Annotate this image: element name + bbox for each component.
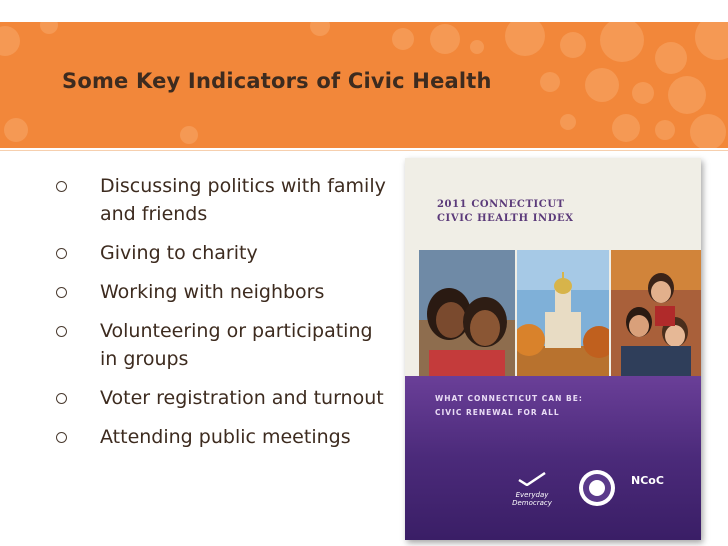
- list-item-text: Discussing politics with family and friends: [100, 175, 386, 225]
- cover-logos: [405, 468, 701, 528]
- list-item-text: Attending public meetings: [100, 426, 351, 448]
- list-item-text: Volunteering or participating in groups: [100, 320, 373, 370]
- list-item-text: Giving to charity: [100, 242, 258, 264]
- cover-tagline: [435, 392, 583, 420]
- list-item: [54, 423, 394, 451]
- capitol-photo: [517, 250, 609, 376]
- seal-icon: [577, 468, 617, 508]
- cover-heading-line1: 2011 CONNECTICUT: [437, 199, 565, 210]
- circle-bullet-icon: [56, 248, 67, 259]
- title-divider: [0, 150, 728, 151]
- checkmark-logo-icon: [517, 472, 547, 486]
- circle-bullet-icon: [56, 287, 67, 298]
- list-item: [54, 278, 394, 306]
- family-photo: [611, 250, 701, 376]
- list-item: [54, 172, 394, 228]
- list-item: [54, 239, 394, 267]
- cover-heading: [437, 198, 574, 226]
- circle-bullet-icon: [56, 393, 67, 404]
- report-cover-image: [405, 158, 701, 540]
- cover-tagline-line2: CIVIC RENEWAL FOR ALL: [435, 408, 560, 417]
- list-item: [54, 384, 394, 412]
- list-item-text: Voter registration and turnout: [100, 387, 384, 409]
- everyday-democracy-logo: [505, 472, 559, 507]
- cover-tagline-line1: WHAT CONNECTICUT CAN BE:: [435, 394, 583, 403]
- logo-label-line2: Democracy: [512, 499, 552, 507]
- ncoc-logo-text: NCoC: [631, 474, 664, 487]
- state-seal-logo: [577, 468, 617, 513]
- slide-title: Some Key Indicators of Civic Health: [62, 69, 492, 93]
- ncoc-logo: [631, 474, 664, 487]
- circle-bullet-icon: [56, 326, 67, 337]
- logo-label-line1: Everyday: [515, 491, 549, 499]
- circle-bullet-icon: [56, 181, 67, 192]
- cover-photo-strip: [419, 250, 701, 376]
- cover-heading-line2: CIVIC HEALTH INDEX: [437, 213, 574, 224]
- circle-bullet-icon: [56, 432, 67, 443]
- list-item: [54, 317, 394, 373]
- children-photo: [419, 250, 515, 376]
- list-item-text: Working with neighbors: [100, 281, 325, 303]
- indicator-list: [54, 172, 394, 462]
- cover-purple-band: [405, 376, 701, 540]
